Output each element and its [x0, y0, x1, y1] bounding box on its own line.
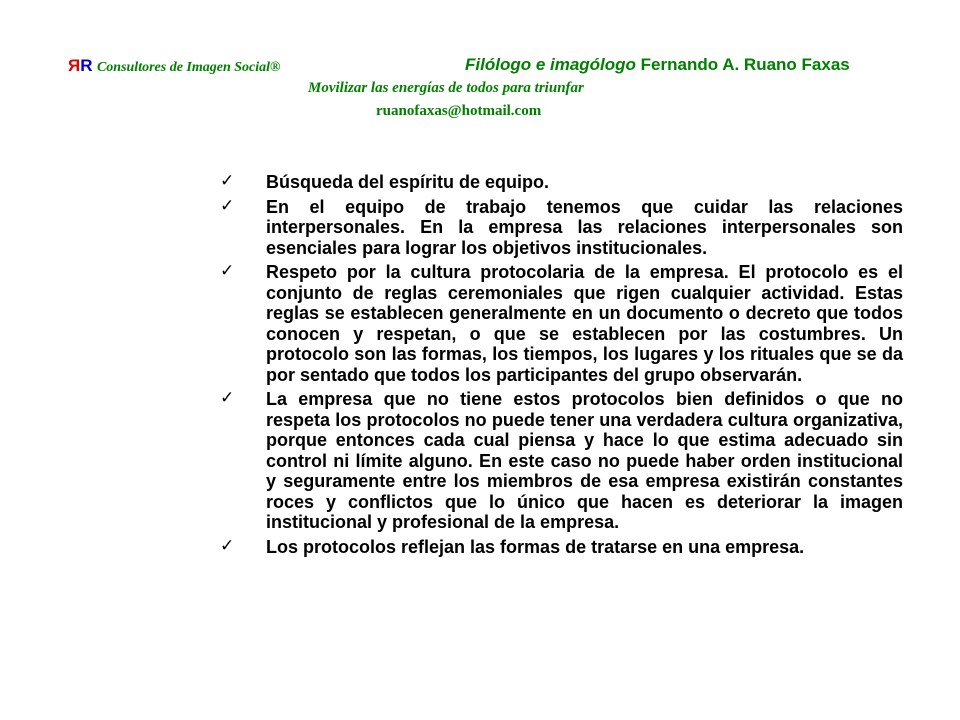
- list-item: [220, 172, 903, 193]
- page-header: [0, 0, 960, 130]
- firm-logo: [68, 56, 281, 76]
- list-item-text: Los protocolos reflejan las formas de tratarse en una empresa.: [266, 536, 805, 557]
- logo-letter-blue: R: [80, 56, 93, 75]
- logo-letter-red: Я: [68, 56, 81, 75]
- list-item: [220, 537, 903, 558]
- firm-name: Consultores de Imagen Social®: [96, 60, 281, 75]
- checkmark-icon: ✓: [220, 535, 235, 556]
- checkmark-icon: ✓: [220, 195, 235, 216]
- list-item-text: Respeto por la cultura protocolaria de la empresa. El protocolo es el conjunto de reglas ceremoniales que rigen cualquier actividad. Estas reglas se establecen generalmente en un documento o decreto que todos conocen y respetan, o que se establecen por las costumbres. Un protocolo son las formas, los tiempos, los lugares y los rituales que se da por sentado que todos los participantes del grupo observarán.: [266, 262, 903, 385]
- slogan: Movilizar las energías de todos para triunfar: [308, 80, 584, 96]
- list-item-text: La empresa que no tiene estos protocolos bien definidos o que no respeta los protocolos no puede tener una verdadera cultura organizativa, porque entonces cada cual piensa y hace lo que estima adecuado sin control ni límite alguno. En este caso no puede haber orden institucional y seguramente entre los miembros de esa empresa existirán constantes roces y conflictos que lo único que hacen es deteriorar la imagen institucional y profesional de la empresa.: [266, 389, 903, 532]
- author-role: Filólogo e imagólogo: [465, 55, 636, 74]
- checkmark-icon: ✓: [220, 171, 235, 191]
- checkmark-icon: ✓: [220, 388, 235, 408]
- author-line: [465, 55, 850, 75]
- author-name: Fernando A. Ruano Faxas: [640, 55, 850, 74]
- email-address: ruanofaxas@hotmail.com: [376, 103, 542, 119]
- bullet-list: [220, 172, 903, 561]
- list-item-text: Búsqueda del espíritu de equipo.: [266, 172, 550, 192]
- list-item-text: En el equipo de trabajo tenemos que cuidar las relaciones interpersonales. En la empresa las relaciones interpersonales son esenciales para lograr los objetivos institucionales.: [266, 196, 903, 258]
- list-item: [220, 262, 903, 385]
- checkmark-icon: ✓: [220, 261, 235, 281]
- list-item: [220, 197, 903, 259]
- list-item: [220, 389, 903, 533]
